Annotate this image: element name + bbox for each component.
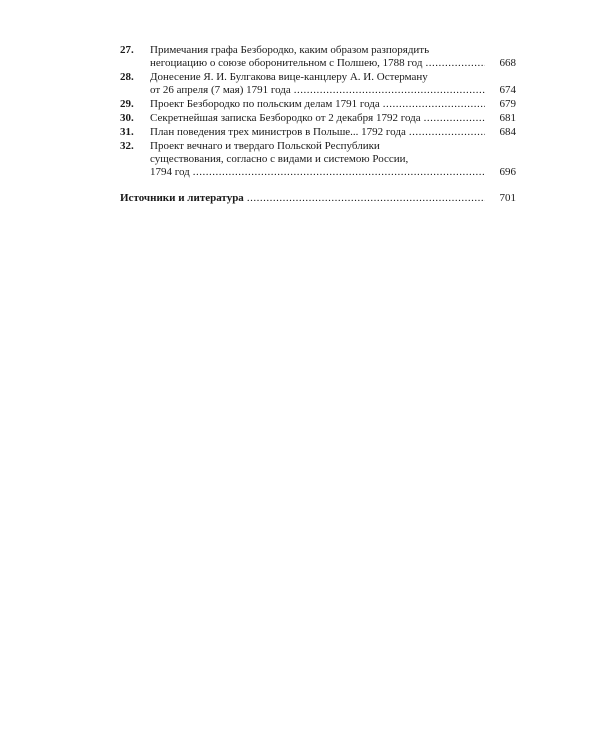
table-of-contents [120, 44, 516, 205]
entry-page-number: 696 [499, 166, 516, 178]
entry-number: 31. [120, 126, 134, 138]
toc-entry-30 [120, 112, 516, 125]
entry-title-line: от 26 апреля (7 мая) 1791 года [150, 84, 291, 96]
entry-number: 27. [120, 44, 134, 56]
entry-number: 30. [120, 112, 134, 124]
dot-leader [294, 84, 485, 97]
entry-title-line: 1794 год [150, 166, 190, 178]
toc-entry-28 [120, 71, 516, 97]
dot-leader [425, 57, 485, 70]
entry-page-number: 679 [499, 98, 516, 110]
section-title: Источники и литература [120, 192, 244, 204]
entry-page-number: 668 [499, 57, 516, 69]
entry-title-line: Проект Безбородко по польским делам 1791 года [150, 98, 380, 110]
entry-page-number: 681 [499, 112, 516, 124]
section-page-number: 701 [499, 192, 516, 204]
toc-entry-29 [120, 98, 516, 111]
entry-page-number: 684 [499, 126, 516, 138]
toc-section-sources [120, 192, 516, 205]
dot-leader [247, 192, 485, 205]
entry-title-line: существования, согласно с видами и системою России, [150, 153, 409, 165]
dot-leader [383, 98, 485, 111]
entry-title-line: План поведения трех министров в Польше... 1792 года [150, 126, 406, 138]
entry-number: 29. [120, 98, 134, 110]
dot-leader [409, 126, 485, 139]
entry-number: 28. [120, 71, 134, 83]
entry-title-line: Проект вечнаго и твердаго Польской Республики [150, 140, 380, 152]
entry-page-number: 674 [499, 84, 516, 96]
dot-leader [193, 166, 485, 179]
toc-entry-27 [120, 44, 516, 70]
entry-title-line: Донесение Я. И. Булгакова вице-канцлеру А. И. Остерману [150, 71, 428, 83]
dot-leader [424, 112, 485, 125]
toc-entry-32 [120, 140, 516, 179]
entry-number: 32. [120, 140, 134, 152]
entry-title-line: Примечания графа Безбородко, каким образом разпорядить [150, 44, 430, 56]
entry-title-line: негоциацию о союзе оборонительном с Полшею, 1788 год [150, 57, 423, 69]
entry-title-line: Секретнейшая записка Безбородко от 2 декабря 1792 года [150, 112, 421, 124]
toc-entry-31 [120, 126, 516, 139]
